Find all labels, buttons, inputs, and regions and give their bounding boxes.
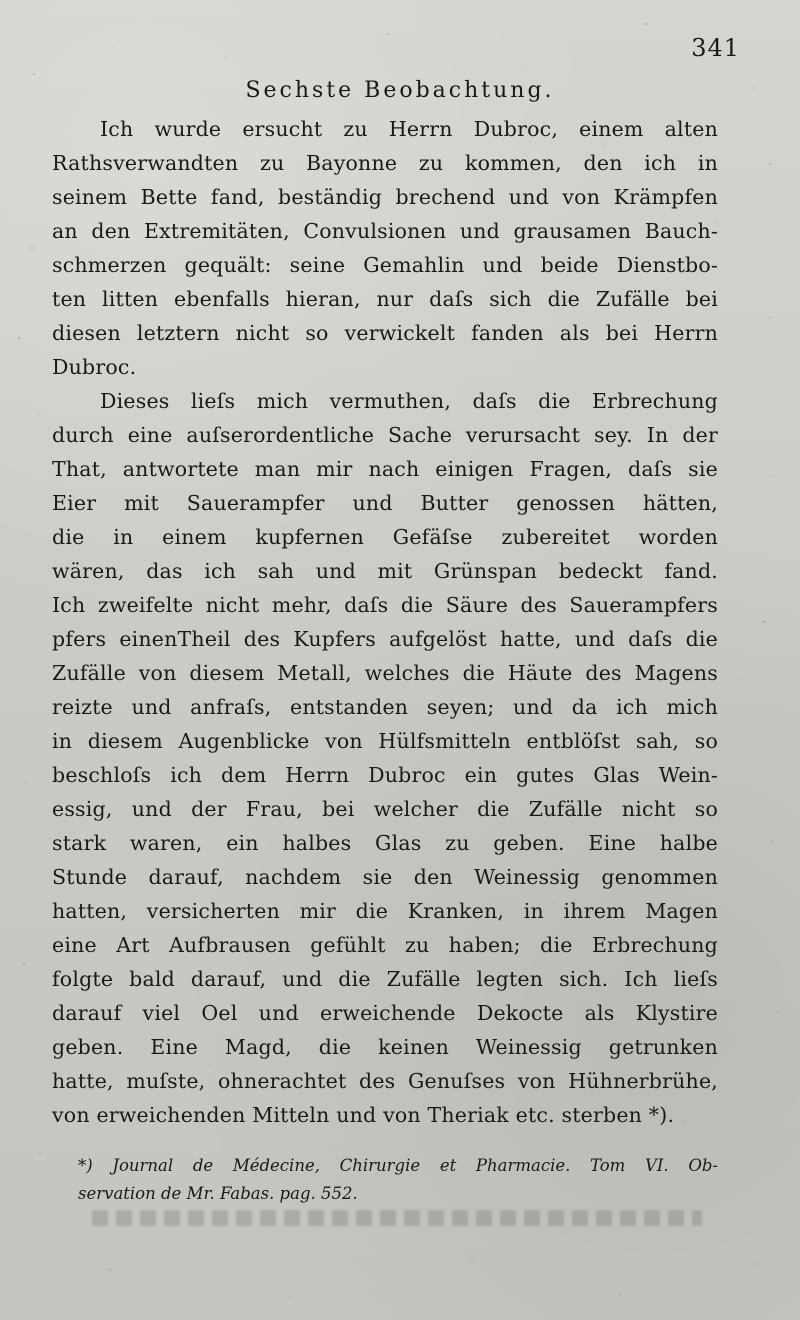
bleed-through-line bbox=[92, 1210, 702, 1226]
text-line: Dieses lieſs mich vermuthen, daſs die Erbrechung bbox=[100, 389, 718, 413]
text-line: hatten, versicherten mir die Kranken, in ihrem Magen bbox=[52, 899, 718, 923]
text-line: Stunde darauf, nachdem sie den Weinessig genommen bbox=[52, 865, 718, 889]
section-heading: Sechste Beobachtung. bbox=[245, 78, 555, 103]
text-line: an den Extremitäten, Convulsionen und grausamen Bauch- bbox=[52, 219, 718, 243]
footnote-line: servation de Mr. Fabas. pag. 552. bbox=[78, 1184, 358, 1203]
text-line: geben. Eine Magd, die keinen Weinessig getrunken bbox=[52, 1035, 718, 1059]
text-line: Ich zweifelte nicht mehr, daſs die Säure des Sauerampfers bbox=[52, 593, 718, 617]
text-line: reizte und anfraſs, entstanden seyen; und da ich mich bbox=[52, 695, 718, 719]
text-line: stark waren, ein halbes Glas zu geben. Eine halbe bbox=[52, 831, 718, 855]
text-line: Eier mit Sauerampfer und Butter genossen hätten, bbox=[52, 491, 718, 515]
footnote-line: *) Journal de Médecine, Chirurgie et Pharmacie. Tom VI. Ob- bbox=[78, 1156, 718, 1175]
text-line: seinem Bette fand, beständig brechend und von Krämpfen bbox=[52, 185, 718, 209]
text-line: ten litten ebenfalls hieran, nur daſs sich die Zufälle bei bbox=[52, 287, 718, 311]
text-line: durch eine auſserordentliche Sache verursacht sey. In der bbox=[52, 423, 718, 447]
text-line: diesen letztern nicht so verwickelt fanden als bei Herrn bbox=[52, 321, 718, 345]
text-line: schmerzen gequält: seine Gemahlin und beide Dienstbo- bbox=[52, 253, 718, 277]
text-line: hatte, muſste, ohnerachtet des Genuſses von Hühnerbrühe, bbox=[52, 1069, 718, 1093]
text-line: die in einem kupfernen Gefäſse zubereitet worden bbox=[52, 525, 718, 549]
text-line: beschloſs ich dem Herrn Dubroc ein gutes Glas Wein- bbox=[52, 763, 718, 787]
text-line: Ich wurde ersucht zu Herrn Dubroc, einem alten bbox=[100, 117, 718, 141]
text-line: Rathsverwandten zu Bayonne zu kommen, den ich in bbox=[52, 151, 718, 175]
text-line: That, antwortete man mir nach einigen Fragen, daſs sie bbox=[52, 457, 718, 481]
text-line: eine Art Aufbrausen gefühlt zu haben; die Erbrechung bbox=[52, 933, 718, 957]
text-line: darauf viel Oel und erweichende Dekocte als Klystire bbox=[52, 1001, 718, 1025]
text-line: wären, das ich sah und mit Grünspan bedeckt fand. bbox=[52, 559, 718, 583]
page-number: 341 bbox=[691, 34, 740, 62]
text-line: von erweichenden Mitteln und von Theriak etc. sterben *). bbox=[52, 1103, 675, 1127]
text-line: Dubroc. bbox=[52, 355, 137, 379]
text-line: pfers einenTheil des Kupfers aufgelöst hatte, und daſs die bbox=[52, 627, 718, 651]
text-line: in diesem Augenblicke von Hülfsmitteln entblöſst sah, so bbox=[52, 729, 718, 753]
text-line: folgte bald darauf, und die Zufälle legten sich. Ich lieſs bbox=[52, 967, 718, 991]
text-line: essig, und der Frau, bei welcher die Zufälle nicht so bbox=[52, 797, 718, 821]
text-line: Zufälle von diesem Metall, welches die Häute des Magens bbox=[52, 661, 718, 685]
